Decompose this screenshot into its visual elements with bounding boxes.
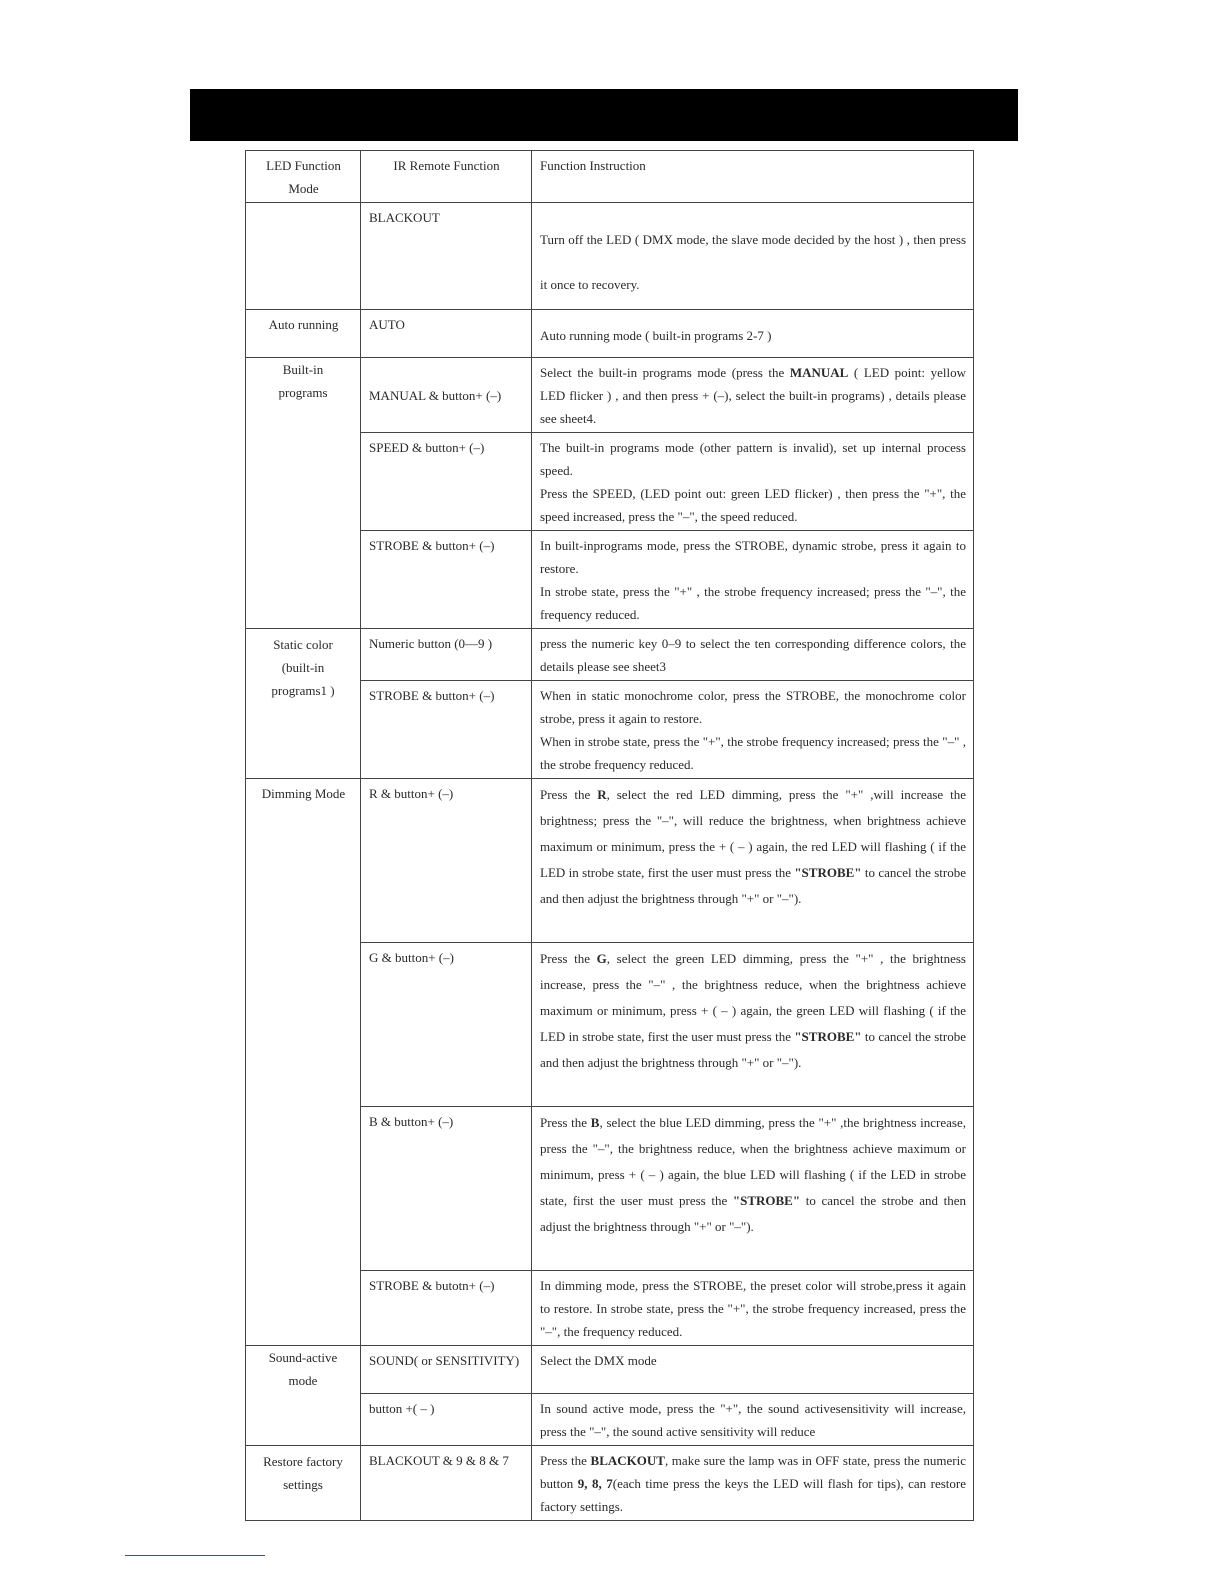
instruction-cell bbox=[532, 310, 974, 358]
instruction-cell bbox=[532, 1394, 974, 1446]
instruction-bold: "STROBE" bbox=[732, 1193, 801, 1208]
mode-cell: Built-in programs bbox=[246, 358, 361, 629]
instruction-cell bbox=[532, 433, 974, 531]
instruction-bold: G bbox=[596, 951, 607, 966]
table-row bbox=[246, 358, 974, 433]
instruction-text: , select the blue LED dimming, press the "+" ,the brightness increase, press the "–", the brightness reduce, when the brightness achieve maximum or minimum, press + ( – ) again, the blue LED will flashing ( if the LED in strobe state, first the user must press the bbox=[540, 1115, 966, 1208]
remote-cell: AUTO bbox=[361, 310, 532, 358]
instruction-text: Turn off the LED ( DMX mode, the slave mode decided by the host ) , then press it once to recovery. bbox=[540, 232, 966, 292]
instruction-text: (each time press the keys the LED will flash for tips), can restore factory settings. bbox=[540, 1476, 967, 1514]
remote-cell: B & button+ (–) bbox=[361, 1107, 532, 1271]
instruction-text: to cancel the strobe and then adjust the brightness through "+" or "–"). bbox=[540, 865, 966, 906]
instruction-cell bbox=[532, 358, 974, 433]
remote-cell: BLACKOUT bbox=[361, 203, 532, 310]
header-function-instruction: Function Instruction bbox=[532, 151, 974, 203]
instruction-text: Press the bbox=[540, 1115, 591, 1130]
instruction-bold: BLACKOUT bbox=[590, 1453, 665, 1468]
instruction-text: In dimming mode, press the STROBE, the preset color will strobe,press it again to restore. In strobe state, press the "+", the strobe frequency increased, press the "–", the frequency reduced. bbox=[540, 1278, 966, 1339]
table-row bbox=[246, 1346, 974, 1394]
table-row bbox=[246, 1446, 974, 1521]
remote-cell: STROBE & button+ (–) bbox=[361, 531, 532, 629]
instruction-cell bbox=[532, 943, 974, 1107]
instruction-text: The built-in programs mode (other pattern is invalid), set up internal process speed. bbox=[540, 440, 966, 478]
remote-cell: R & button+ (–) bbox=[361, 779, 532, 943]
instruction-cell bbox=[532, 629, 974, 681]
instruction-bold: "STROBE" bbox=[794, 1029, 862, 1044]
mode-cell: Dimming Mode bbox=[246, 779, 361, 1346]
instruction-cell bbox=[532, 1446, 974, 1521]
instruction-text: to cancel the strobe and then adjust the brightness through "+" or "–"). bbox=[540, 1193, 967, 1234]
instruction-bold: MANUAL bbox=[789, 365, 849, 380]
instruction-text: , make sure the lamp was in OFF state, press the numeric button bbox=[540, 1453, 966, 1491]
mode-cell: Static color (built-in programs1 ) bbox=[246, 629, 361, 779]
mode-cell-empty bbox=[246, 203, 361, 310]
instruction-cell bbox=[532, 681, 974, 779]
remote-cell: Numeric button (0—9 ) bbox=[361, 629, 532, 681]
footer-rule bbox=[125, 1555, 265, 1556]
instruction-cell bbox=[532, 531, 974, 629]
remote-cell: button +( – ) bbox=[361, 1394, 532, 1446]
instruction-bold: "STROBE" bbox=[794, 865, 862, 880]
instruction-text: Press the bbox=[540, 1453, 591, 1468]
instruction-text: to cancel the strobe and then adjust the brightness through "+" or "–"). bbox=[540, 1029, 966, 1070]
mode-cell: Restore factory settings bbox=[246, 1446, 361, 1521]
remote-cell: STROBE & butotn+ (–) bbox=[361, 1271, 532, 1346]
instruction-cell bbox=[532, 1107, 974, 1271]
instruction-bold: B bbox=[590, 1115, 600, 1130]
table-row bbox=[246, 203, 974, 310]
instruction-bold: 9, 8, 7 bbox=[577, 1476, 613, 1491]
table-header-row bbox=[246, 151, 974, 203]
instruction-text: press the numeric key 0–9 to select the ten corresponding difference colors, the details please see sheet3 bbox=[540, 636, 966, 674]
header-led-function-mode: LED Function Mode bbox=[246, 151, 361, 203]
instruction-text: ( LED point: yellow LED flicker ) , and then press + (–), select the built-in programs) , details please see sheet4. bbox=[540, 365, 966, 426]
instruction-cell bbox=[532, 779, 974, 943]
instruction-text: Press the SPEED, (LED point out: green LED flicker) , then press the "+", the speed increased, press the "–", the speed reduced. bbox=[540, 486, 966, 524]
instruction-text: Select the built-in programs mode (press the bbox=[540, 365, 790, 380]
instruction-text: Select the DMX mode bbox=[540, 1353, 657, 1368]
mode-cell: Auto running bbox=[246, 310, 361, 358]
instruction-text: , select the green LED dimming, press the "+" , the brightness increase, press the "–" , the brightness reduce, when the brightness achieve maximum or minimum, press + ( – ) again, the green LED will flashing ( if the LED in strobe state, first the user must press the bbox=[540, 951, 966, 1044]
remote-cell: SPEED & button+ (–) bbox=[361, 433, 532, 531]
instruction-bold: R bbox=[597, 787, 607, 802]
instruction-text: In built-inprograms mode, press the STROBE, dynamic strobe, press it again to restore. bbox=[540, 538, 966, 576]
remote-cell: STROBE & button+ (–) bbox=[361, 681, 532, 779]
table-row bbox=[246, 310, 974, 358]
instruction-text: In strobe state, press the "+" , the strobe frequency increased; press the "–", the frequency reduced. bbox=[540, 584, 966, 622]
instruction-cell bbox=[532, 203, 974, 310]
instruction-text: In sound active mode, press the "+", the sound activesensitivity will increase, press the "–", the sound active sensitivity will reduce bbox=[540, 1401, 966, 1439]
remote-cell: BLACKOUT & 9 & 8 & 7 bbox=[361, 1446, 532, 1521]
table-row bbox=[246, 779, 974, 943]
instruction-cell bbox=[532, 1271, 974, 1346]
instruction-text: Auto running mode ( built-in programs 2-7 ) bbox=[540, 328, 772, 343]
remote-cell: SOUND( or SENSITIVITY) bbox=[361, 1346, 532, 1394]
instruction-text: Press the bbox=[540, 951, 597, 966]
instruction-text: When in strobe state, press the "+", the strobe frequency increased; press the "–" , the strobe frequency reduced. bbox=[540, 734, 966, 772]
instruction-text: , select the red LED dimming, press the "+" ,will increase the brightness; press the "–", will reduce the brightness, when brightness achieve maximum or minimum, press the + ( – ) again, the red LED will flashing ( if the LED in strobe state, first the user must press the bbox=[540, 787, 966, 880]
remote-cell: G & button+ (–) bbox=[361, 943, 532, 1107]
function-table bbox=[245, 150, 974, 1521]
remote-cell: MANUAL & button+ (–) bbox=[361, 358, 532, 433]
header-banner bbox=[190, 89, 1018, 141]
instruction-text: Press the bbox=[540, 787, 598, 802]
header-ir-remote-function: IR Remote Function bbox=[361, 151, 532, 203]
instruction-text: When in static monochrome color, press the STROBE, the monochrome color strobe, press it again to restore. bbox=[540, 688, 966, 726]
instruction-cell bbox=[532, 1346, 974, 1394]
table-row bbox=[246, 629, 974, 681]
mode-cell: Sound-active mode bbox=[246, 1346, 361, 1446]
